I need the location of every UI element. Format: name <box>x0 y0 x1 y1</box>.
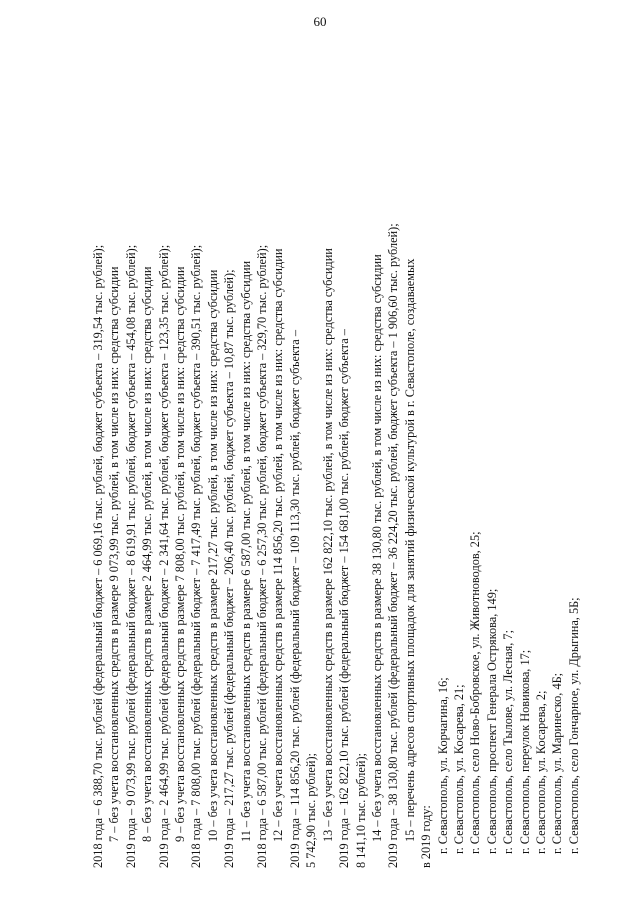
text-line: 13 – без учета восстановленных средств в размере 162 822,10 тыс. рублей, в том числе из них: средства субсидии <box>320 248 335 842</box>
address-line: г. Севастополь, ул. Косарева, 2; <box>533 690 548 854</box>
text-line: 2019 года – 9 073,99 тыс. рублей (федеральный бюджет – 8 619,91 тыс. рублей, бюджет субъекта – 454,08 тыс. рублей); <box>123 244 138 868</box>
text-line: 2019 года – 217,27 тыс. рублей (федеральный бюджет – 206,40 тыс. рублей, бюджет субъекта – 10,87 тыс. рублей); <box>222 269 237 868</box>
text-line: 8 – без учета восстановленных средств в размере 2 464,99 тыс. рублей, в том числе из них: средства субсидии <box>140 266 155 842</box>
text-line: 15 – перечень адресов спортивных площадок для занятий физической культурой в г. Севастополе, создаваемых <box>402 258 417 842</box>
text-line: 9 – без учета восстановленных средств в размере 7 808,00 тыс. рублей, в том числе из них: средства субсидии <box>173 266 188 842</box>
text-line: 7 – без учета восстановленных средств в размере 9 073,99 тыс. рублей, в том числе из них: средства субсидии <box>107 266 122 842</box>
text-line: 2019 года – 114 856,20 тыс. рублей (федеральный бюджет – 109 113,30 тыс. рублей, бюджет субъекта – <box>287 330 302 868</box>
text-line: 2018 года – 6 388,70 тыс. рублей (федеральный бюджет – 6 069,16 тыс. рублей, бюджет субъекта – 319,54 тыс. рублей); <box>91 244 105 868</box>
text-line: 2018 года – 7 808,00 тыс. рублей (федеральный бюджет – 7 417,49 тыс. рублей, бюджет субъекта – 390,51 тыс. рублей); <box>189 244 204 868</box>
address-line: г. Севастополь, село Тылове, ул. Лесная, 7; <box>501 630 516 854</box>
text-line: 2019 года – 162 822,10 тыс. рублей (федеральный бюджет – 154 681,00 тыс. рублей, бюджет субъекта – <box>337 329 352 868</box>
address-line: г. Севастополь, село Ново-Бобровское, ул. Животноводов, 25; <box>468 531 483 854</box>
text-line: 8 141,10 тыс. рублей); <box>353 753 368 868</box>
address-line: г. Севастополь, ул. Корчагина, 16; <box>435 677 450 854</box>
text-line: 2019 года – 38 130,80 тыс. рублей (федеральный бюджет – 36 224,20 тыс. рублей, бюджет субъекта – 1 906,60 тыс. рублей); <box>386 223 401 868</box>
text-line: 5 742,90 тыс. рублей); <box>304 753 319 868</box>
address-line: г. Севастополь, село Гончарное, ул. Дрыгина, 5Б; <box>566 597 581 854</box>
address-line: г. Севастополь, проспект Генерала Острякова, 149; <box>484 588 499 854</box>
address-line: г. Севастополь, ул. Косарева, 21; <box>451 684 466 854</box>
text-line: 12 – без учета восстановленных средств в размере 114 856,20 тыс. рублей, в том числе из них: средства субсидии <box>271 248 286 842</box>
address-line: г. Севастополь, переулок Новикова, 17; <box>517 649 532 854</box>
text-line: 2019 года – 2 464,99 тыс. рублей (федеральный бюджет – 2 341,64 тыс. рублей, бюджет субъекта – 123,35 тыс. рублей); <box>156 244 171 868</box>
document-body <box>90 68 581 868</box>
text-line: в 2019 году: <box>419 805 434 868</box>
text-line: 14 – без учета восстановленных средств в размере 38 130,80 тыс. рублей, в том числе из них: средства субсидии <box>369 254 384 842</box>
text-line: 10 – без учета восстановленных средств в размере 217,27 тыс. рублей, в том числе из них: средства субсидии <box>205 269 220 842</box>
address-line: г. Севастополь, ул. Маринеско, 4Б; <box>550 672 565 854</box>
text-line: 2018 года – 6 587,00 тыс. рублей (федеральный бюджет – 6 257,30 тыс. рублей, бюджет субъекта – 329,70 тыс. рублей); <box>255 244 270 868</box>
text-line: 11 – без учета восстановленных средств в размере 6 587,00 тыс. рублей, в том числе из них: средства субсидии <box>238 260 253 842</box>
page-number: 60 <box>313 14 327 29</box>
